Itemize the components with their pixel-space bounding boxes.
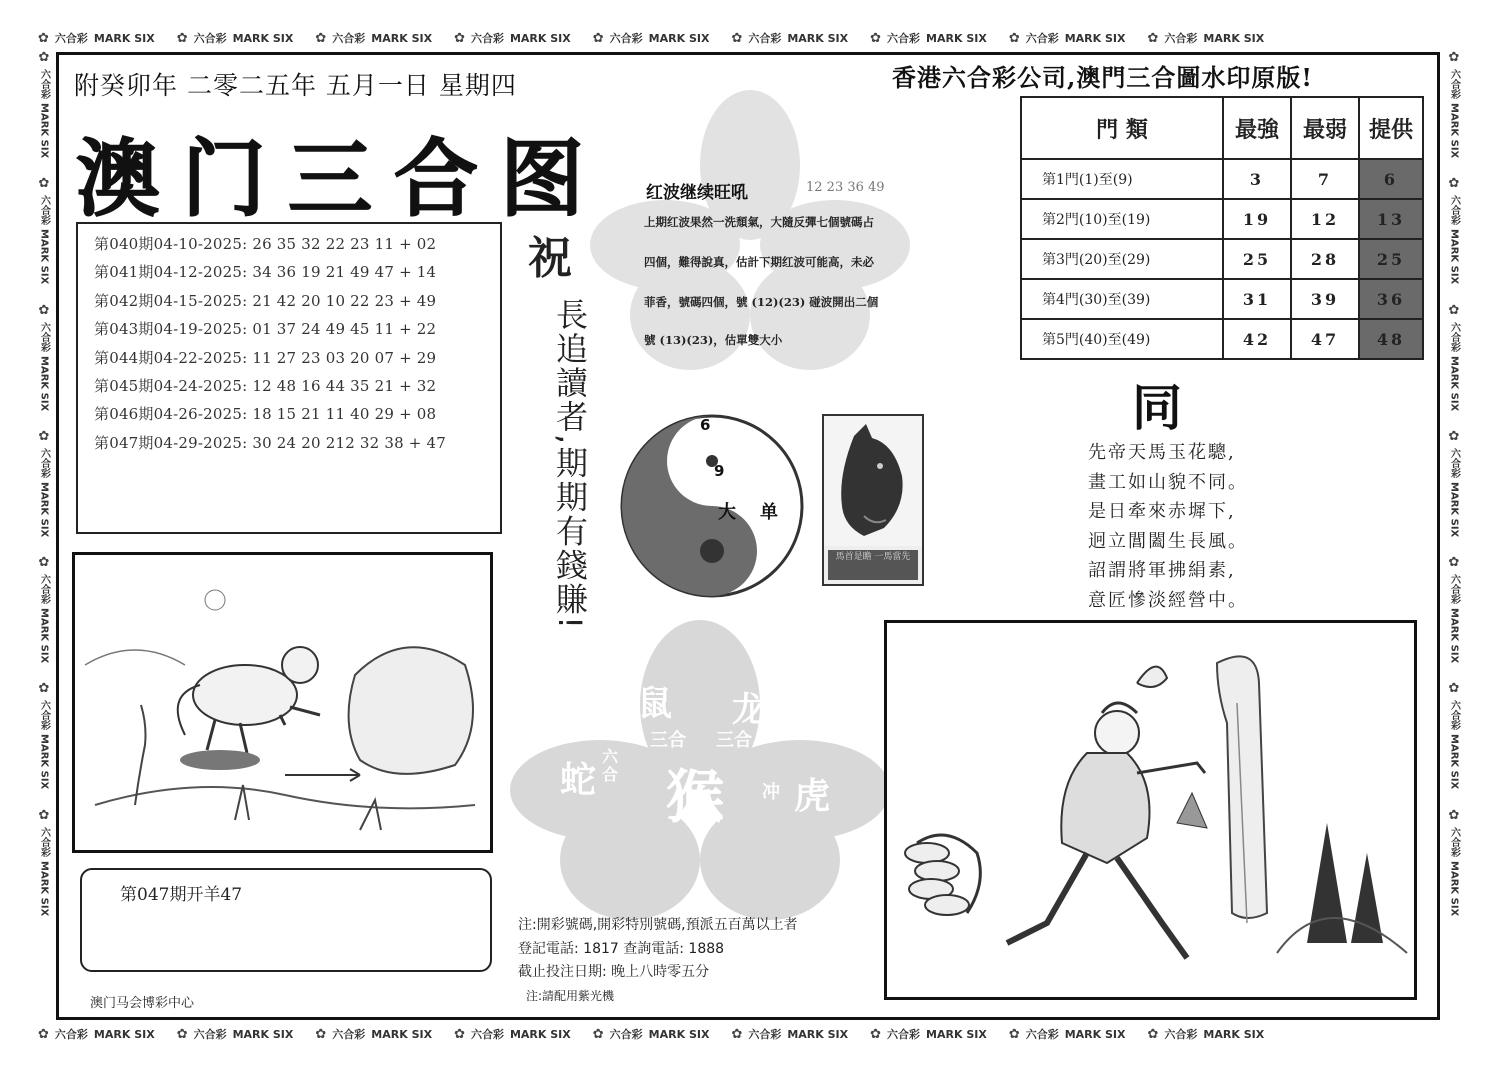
red-wave-line-2: 四個，難得說真，估計下期红波可能高，未必 — [644, 255, 874, 269]
weak-value: 7 — [1291, 159, 1359, 199]
watermark-sanhe-left: 三合 — [650, 730, 686, 751]
flower-icon: ✿ — [38, 30, 49, 46]
border-brand-cn: 六合彩 — [470, 32, 504, 45]
border-unit — [454, 30, 571, 46]
horse-image — [822, 414, 924, 586]
border-brand-en: MARK SIX — [38, 229, 50, 285]
border-brand-en: MARK SIX — [38, 481, 50, 538]
date-line: 附癸卯年 二零二五年 五月一日 星期四 — [74, 71, 517, 100]
border-brand-cn: 六合彩 — [38, 195, 50, 226]
door-row — [1021, 279, 1423, 319]
border-brand-en: MARK SIX — [38, 860, 50, 916]
border-brand-en: MARK SIX — [1448, 734, 1460, 790]
border-brand-cn: 六合彩 — [38, 321, 50, 352]
flower-icon: ✿ — [1446, 681, 1462, 697]
border-brand-cn: 六合彩 — [1448, 826, 1460, 857]
border-brand-cn: 六合彩 — [54, 1028, 88, 1041]
header-strong: 最強 — [1223, 97, 1291, 159]
border-brand-cn: 六合彩 — [193, 32, 227, 45]
weak-value: 12 — [1291, 199, 1359, 239]
provide-value: 36 — [1359, 279, 1423, 319]
poem-line: 畫工如山貌不同。 — [1088, 471, 1248, 493]
door-table — [1020, 96, 1424, 360]
border-brand-en: MARK SIX — [38, 608, 50, 664]
border-brand-cn: 六合彩 — [1025, 1028, 1059, 1041]
flower-icon: ✿ — [36, 807, 52, 823]
border-brand-cn: 六合彩 — [887, 1028, 921, 1041]
flower-icon: ✿ — [1446, 50, 1462, 65]
border-brand-cn: 六合彩 — [887, 32, 921, 45]
flower-icon: ✿ — [731, 1026, 743, 1042]
poem-line: 迥立閶闔生長風。 — [1088, 530, 1248, 552]
results-box — [76, 222, 502, 534]
red-wave-line-3: 菲香，號碼四個，號 (12)(23) 碰波開出二個 — [644, 295, 879, 309]
weak-value: 28 — [1291, 239, 1359, 279]
result-row: 第044期04-22-2025: 11 27 23 03 20 07 + 29 — [94, 348, 437, 367]
taiji-number-top: 6 — [700, 416, 711, 434]
border-unit — [1009, 30, 1126, 46]
flower-icon: ✿ — [176, 1026, 188, 1042]
flower-icon: ✿ — [1446, 302, 1462, 318]
flower-icon: ✿ — [1008, 1026, 1020, 1042]
border-brand-cn: 六合彩 — [193, 1028, 227, 1041]
door-row — [1021, 159, 1423, 199]
border-unit — [37, 176, 52, 284]
top-border-strip — [38, 28, 1462, 48]
border-brand-en: MARK SIX — [926, 31, 987, 45]
border-brand-en: MARK SIX — [38, 103, 50, 159]
results-list — [94, 230, 494, 457]
flower-icon: ✿ — [870, 30, 882, 46]
border-brand-cn: 六合彩 — [38, 447, 50, 478]
poem-line: 意匠慘淡經營中。 — [1088, 589, 1248, 611]
border-brand-en: MARK SIX — [1448, 103, 1460, 159]
flower-icon: ✿ — [1446, 555, 1462, 571]
flower-icon: ✿ — [36, 176, 52, 192]
border-brand-cn: 六合彩 — [332, 32, 366, 45]
border-brand-en: MARK SIX — [1448, 355, 1460, 411]
provide-value: 6 — [1359, 159, 1423, 199]
border-brand-cn: 六合彩 — [38, 700, 50, 731]
border-brand-en: MARK SIX — [787, 1027, 849, 1041]
wish-block — [520, 222, 589, 722]
border-unit — [1447, 50, 1462, 158]
border-unit — [454, 1026, 571, 1042]
border-brand-en: MARK SIX — [93, 31, 155, 45]
door-table-header — [1021, 97, 1423, 159]
provide-value: 25 — [1359, 239, 1423, 279]
open-result-box — [80, 868, 492, 972]
border-brand-en: MARK SIX — [38, 734, 50, 790]
border-brand-en: MARK SIX — [371, 31, 433, 45]
note-line-4: 注:請配用紫光機 — [526, 988, 615, 1003]
bottom-border-strip — [38, 1024, 1462, 1044]
strong-value: 19 — [1223, 199, 1291, 239]
note-line-1: 注:開彩號碼,開彩特別號碼,預派五百萬以上者 — [518, 917, 798, 933]
result-row: 第042期04-15-2025: 21 42 20 10 22 23 + 49 — [94, 291, 437, 310]
border-brand-en: MARK SIX — [648, 31, 710, 45]
border-unit — [1447, 429, 1462, 537]
border-brand-cn: 六合彩 — [332, 1028, 366, 1041]
watermark-liuhe: 六合 — [602, 747, 619, 784]
horse-caption: 馬首是瞻 一馬當先 — [828, 550, 918, 580]
border-unit — [593, 1026, 710, 1042]
border-brand-cn: 六合彩 — [1448, 69, 1460, 99]
flower-icon: ✿ — [36, 681, 52, 697]
door-label: 第1門(1)至(9) — [1021, 159, 1223, 199]
result-row: 第040期04-10-2025: 26 35 32 22 23 11 + 02 — [94, 235, 437, 253]
poem-line: 先帝天馬玉花驄, — [1088, 442, 1236, 463]
strong-value: 31 — [1223, 279, 1291, 319]
border-unit — [593, 30, 710, 46]
watermark-sanhe-right: 三合 — [716, 730, 752, 751]
border-brand-cn: 六合彩 — [609, 1028, 643, 1041]
border-unit — [177, 1026, 294, 1042]
result-row: 第047期04-29-2025: 30 24 20 212 32 38 + 47 — [94, 433, 447, 452]
provide-value: 13 — [1359, 199, 1423, 239]
strong-value: 25 — [1223, 239, 1291, 279]
border-unit — [731, 30, 848, 46]
flower-icon: ✿ — [36, 50, 52, 65]
flower-icon: ✿ — [592, 1026, 604, 1042]
poem-line: 詔謂將軍拂絹素, — [1088, 560, 1236, 581]
border-brand-cn: 六合彩 — [470, 1028, 504, 1041]
border-unit — [731, 1026, 848, 1042]
door-label: 第4門(30)至(39) — [1021, 279, 1223, 319]
watermark-dragon: 龙 — [732, 690, 766, 730]
watermark-snake: 蛇 — [560, 760, 597, 801]
weak-value: 39 — [1291, 279, 1359, 319]
border-unit — [37, 50, 52, 158]
flower-icon: ✿ — [315, 1026, 327, 1042]
border-brand-cn: 六合彩 — [609, 32, 643, 45]
border-brand-cn: 六合彩 — [1448, 321, 1460, 352]
border-unit — [37, 681, 52, 789]
border-brand-en: MARK SIX — [1064, 31, 1126, 45]
flower-icon: ✿ — [1008, 30, 1020, 46]
header-provide: 提供 — [1359, 97, 1423, 159]
border-brand-en: MARK SIX — [509, 31, 571, 45]
result-row: 第041期04-12-2025: 34 36 19 21 49 47 + 14 — [94, 263, 437, 282]
border-brand-en: MARK SIX — [509, 1027, 571, 1041]
provide-value: 48 — [1359, 319, 1423, 359]
border-brand-en: MARK SIX — [1448, 860, 1460, 916]
border-brand-en: MARK SIX — [1448, 608, 1460, 664]
flower-icon: ✿ — [1147, 1026, 1159, 1042]
header-weak: 最弱 — [1291, 97, 1359, 159]
open-result-text: 第047期开羊47 — [120, 885, 243, 905]
red-wave-numbers: 12 23 36 49 — [806, 180, 885, 195]
flower-icon: ✿ — [315, 30, 327, 46]
border-unit — [1009, 1026, 1126, 1042]
flower-icon: ✿ — [592, 30, 604, 46]
border-brand-en: MARK SIX — [371, 1027, 433, 1041]
door-row — [1021, 239, 1423, 279]
monkey-illustration — [72, 552, 493, 853]
door-row — [1021, 319, 1423, 359]
poem — [1088, 438, 1248, 615]
border-brand-cn: 六合彩 — [38, 574, 50, 605]
center-name: 澳门马会博彩中心 — [90, 996, 195, 1011]
wish-vertical-text: 長追讀者,期期有錢賺! — [551, 298, 589, 631]
notes-block — [518, 914, 798, 1008]
flower-icon: ✿ — [36, 302, 52, 318]
note-line-2: 登記電話: 1817 查詢電話: 1888 — [518, 940, 725, 957]
border-brand-en: MARK SIX — [1203, 31, 1265, 45]
flower-icon: ✿ — [1147, 30, 1159, 46]
taiji-label-odd: 单 — [760, 502, 778, 523]
border-brand-cn: 六合彩 — [748, 32, 782, 45]
border-brand-en: MARK SIX — [38, 355, 50, 411]
door-row — [1021, 199, 1423, 239]
flower-icon: ✿ — [1446, 428, 1462, 444]
border-unit — [37, 303, 52, 411]
border-unit — [38, 30, 155, 46]
wish-big-char: 祝 — [528, 233, 572, 284]
border-brand-en: MARK SIX — [648, 1027, 710, 1041]
border-unit — [38, 1026, 155, 1042]
watermark-rat: 鼠 — [638, 684, 672, 724]
border-brand-en: MARK SIX — [93, 1027, 155, 1041]
strong-value: 42 — [1223, 319, 1291, 359]
border-unit — [1447, 808, 1462, 916]
border-brand-cn: 六合彩 — [1448, 700, 1460, 731]
border-brand-en: MARK SIX — [1064, 1027, 1126, 1041]
border-brand-en: MARK SIX — [1448, 229, 1460, 285]
left-border-strip — [32, 50, 56, 1022]
border-unit — [177, 30, 294, 46]
flower-icon: ✿ — [1446, 807, 1462, 823]
border-unit — [1148, 30, 1265, 46]
flower-icon: ✿ — [870, 1026, 882, 1042]
border-unit — [1447, 681, 1462, 789]
border-brand-cn: 六合彩 — [1164, 1028, 1198, 1041]
border-unit — [37, 429, 52, 537]
border-brand-cn: 六合彩 — [1164, 32, 1198, 45]
border-unit — [870, 30, 987, 46]
border-unit — [315, 1026, 432, 1042]
red-wave-line-4: 號 (13)(23)，估單雙大小 — [644, 333, 783, 347]
result-row: 第043期04-19-2025: 01 37 24 49 45 11 + 22 — [94, 320, 437, 339]
watermark-chong: 冲 — [762, 782, 780, 803]
border-brand-en: MARK SIX — [1203, 1027, 1265, 1041]
taiji-symbol — [620, 414, 804, 598]
border-brand-cn: 六合彩 — [38, 69, 50, 99]
border-brand-cn: 六合彩 — [38, 826, 50, 857]
strong-value: 3 — [1223, 159, 1291, 199]
flower-icon: ✿ — [176, 30, 188, 46]
flower-icon: ✿ — [731, 30, 743, 46]
border-unit — [1447, 176, 1462, 284]
border-unit — [37, 555, 52, 663]
watermark-monkey: 猴 — [666, 763, 725, 831]
flower-icon: ✿ — [38, 1026, 49, 1042]
taiji-number-mid: 9 — [714, 462, 725, 480]
border-brand-en: MARK SIX — [787, 31, 849, 45]
poem-line: 是日牽來赤墀下, — [1088, 501, 1236, 522]
border-brand-en: MARK SIX — [232, 1027, 294, 1041]
border-brand-cn: 六合彩 — [1448, 195, 1460, 226]
weak-value: 47 — [1291, 319, 1359, 359]
watermark-tiger: 虎 — [794, 776, 831, 817]
border-unit — [37, 808, 52, 916]
result-row: 第045期04-24-2025: 12 48 16 44 35 21 + 32 — [94, 376, 437, 395]
woodcutter-illustration — [884, 620, 1417, 1000]
red-wave-title: 红波继续旺吼 — [646, 183, 748, 203]
border-brand-cn: 六合彩 — [748, 1028, 782, 1041]
border-unit — [1447, 555, 1462, 663]
flower-icon: ✿ — [1446, 176, 1462, 192]
note-line-3: 截止投注日期: 晚上八時零五分 — [518, 964, 710, 980]
border-brand-cn: 六合彩 — [54, 32, 88, 45]
border-brand-en: MARK SIX — [1448, 481, 1460, 538]
door-label: 第5門(40)至(49) — [1021, 319, 1223, 359]
border-brand-cn: 六合彩 — [1025, 32, 1059, 45]
border-unit — [315, 30, 432, 46]
page-title: 澳门三合图 — [76, 130, 607, 228]
border-unit — [1447, 303, 1462, 411]
door-label: 第3門(20)至(29) — [1021, 239, 1223, 279]
header-door: 門 類 — [1021, 97, 1223, 159]
poem-title: 同 — [1132, 379, 1182, 437]
red-wave-line-1: 上期红波果然一洗頹氣，大隨反彈七個號碼占 — [644, 215, 874, 229]
border-brand-cn: 六合彩 — [1448, 574, 1460, 605]
right-border-strip — [1442, 50, 1466, 1022]
border-brand-en: MARK SIX — [926, 1027, 987, 1041]
border-brand-en: MARK SIX — [232, 31, 294, 45]
door-label: 第2門(10)至(19) — [1021, 199, 1223, 239]
border-unit — [870, 1026, 987, 1042]
flower-icon: ✿ — [36, 555, 52, 571]
flower-icon: ✿ — [454, 30, 465, 46]
border-unit — [1148, 1026, 1265, 1042]
taiji-label-big: 大 — [718, 502, 736, 523]
flower-icon: ✿ — [36, 428, 52, 444]
company-banner: 香港六合彩公司,澳門三合圖水印原版! — [892, 63, 1313, 92]
result-row: 第046期04-26-2025: 18 15 21 11 40 29 + 08 — [94, 405, 437, 424]
flower-icon: ✿ — [454, 1026, 465, 1042]
border-brand-cn: 六合彩 — [1448, 447, 1460, 478]
